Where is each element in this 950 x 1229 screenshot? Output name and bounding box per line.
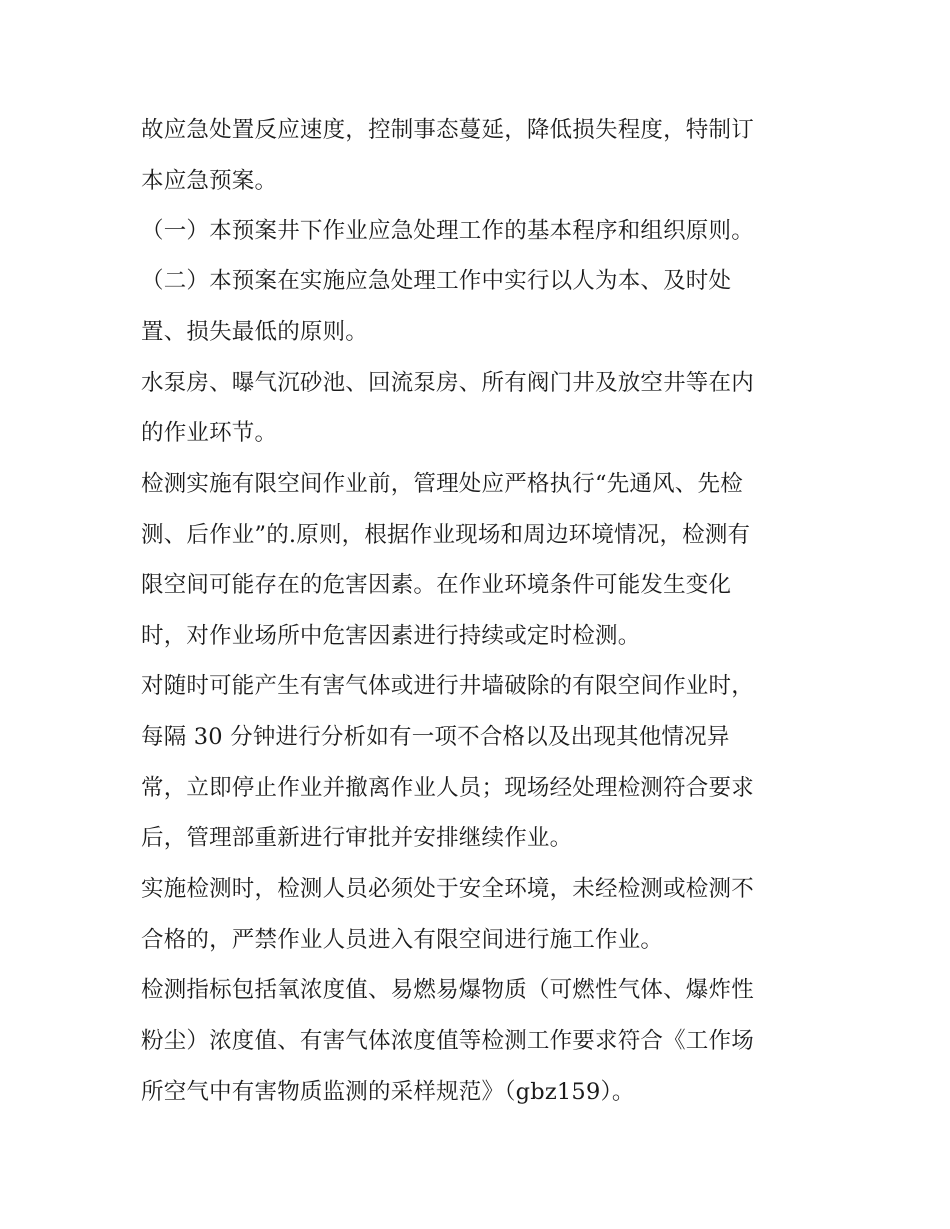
text-line: 测、后作业”的.原则，根据作业现场和周边环境情况，检测有	[141, 522, 751, 548]
text-line: 对随时可能产生有害气体或进行井墙破除的有限空间作业时，	[141, 673, 754, 699]
text-line: 常，立即停止作业并撤离作业人员；现场经处理检测符合要求	[141, 775, 754, 801]
text-line: （二）本预案在实施应急处理工作中实行以人为本、及时处	[141, 268, 732, 294]
text-line: 水泵房、曝气沉砂池、回流泵房、所有阀门井及放空井等在内	[141, 370, 754, 396]
text-line: （一）本预案井下作业应急处理工作的基本程序和组织原则。	[141, 218, 754, 244]
text-line: 所空气中有害物质监测的采样规范》（gbz159）。	[141, 1079, 635, 1105]
text-line: 每隔 30 分钟进行分析如有一项不合格以及出现其他情况异	[141, 724, 730, 750]
text-line: 实施检测时，检测人员必须处于安全环境，未经检测或检测不	[141, 876, 754, 902]
text-line: 时，对作业场所中危害因素进行持续或定时检测。	[141, 623, 641, 649]
text-line: 故应急处置反应速度，控制事态蔓延，降低损失程度，特制订	[141, 117, 754, 143]
text-line: 限空间可能存在的危害因素。在作业环境条件可能发生变化	[141, 572, 732, 598]
text-line: 粉尘）浓度值、有害气体浓度值等检测工作要求符合《工作场	[141, 1028, 754, 1054]
text-line: 合格的，严禁作业人员进入有限空间进行施工作业。	[141, 927, 664, 953]
text-line: 本应急预案。	[141, 168, 278, 194]
text-line: 的作业环节。	[141, 420, 278, 446]
text-line: 检测实施有限空间作业前，管理处应严格执行“先通风、先检	[141, 471, 743, 497]
text-line: 后，管理部重新进行审批并安排继续作业。	[141, 825, 573, 851]
text-line: 置、损失最低的原则。	[141, 319, 369, 345]
text-line: 检测指标包括氧浓度值、易燃易爆物质（可燃性气体、爆炸性	[141, 977, 754, 1003]
